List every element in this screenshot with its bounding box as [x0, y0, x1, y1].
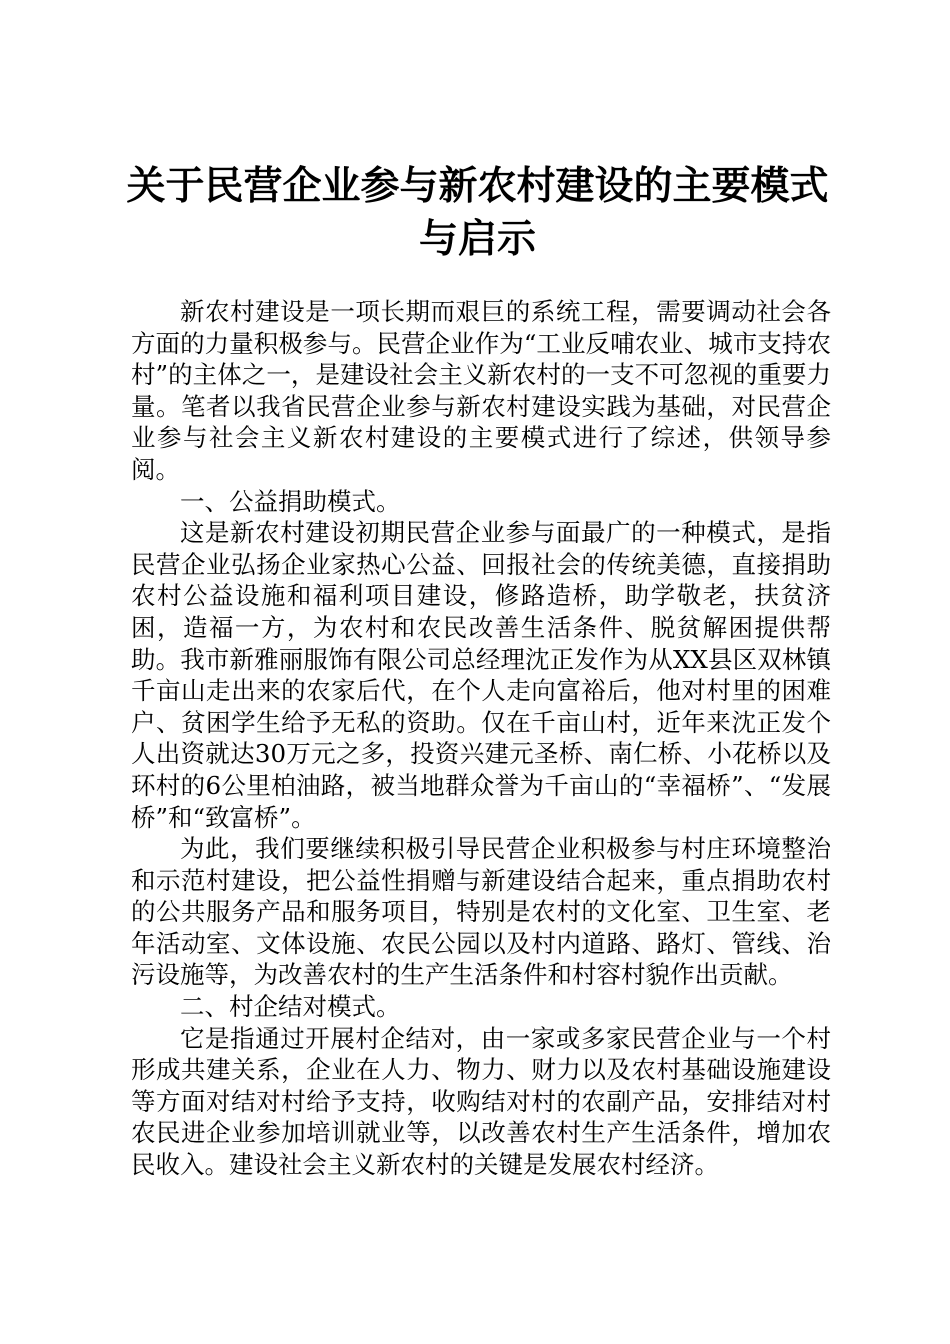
- village-enterprise-paragraph: 它是指通过开展村企结对，由一家或多家民营企业与一个村形成共建关系，企业在人力、物力、财力以及农村基础设施建设等方面对结对村给予支持，收购结对村的农副产品，安排结对村农民进企业参加培训就业等，以改善农村生产生活条件，增加农民收入。建设社会主义新农村的关键是发展农村经济。: [131, 1023, 831, 1180]
- charity-guidance-paragraph: 为此，我们要继续积极引导民营企业积极参与村庄环境整治和示范村建设，把公益性捐赠与新建设结合起来，重点捐助农村的公共服务产品和服务项目，特别是农村的文化室、卫生室、老年活动室、文体设施、农民公园以及村内道路、路灯、管线、治污设施等，为改善农村的生产生活条件和村容村貌作出贡献。: [131, 834, 831, 990]
- document-title: 关于民营企业参与新农村建设的主要模式与启示: [126, 164, 829, 262]
- charity-paragraph: 这是新农村建设初期民营企业参与面最广的一种模式，是指民营企业弘扬企业家热心公益、回报社会的传统美德，直接捐助农村公益设施和福利项目建设，修路造桥，助学敬老，扶贫济困，造福一方，为农村和农民改善生活条件、脱贫解困提供帮助。我市新雅丽服饰有限公司总经理沈正发作为从XX县区双林镇千亩山走出来的农家后代，在个人走向富裕后，他对村里的困难户、贫困学生给予无私的资助。仅在千亩山村，近年来沈正发个人出资就达30万元之多，投资兴建元圣桥、南仁桥、小花桥以及环村的6公里柏油路，被当地群众誉为千亩山的“幸福桥”、“发展桥”和“致富桥”。: [131, 518, 831, 832]
- section-heading-village-enterprise: 二、村企结对模式。: [180, 992, 401, 1022]
- document-body: [131, 296, 831, 1181]
- intro-paragraph: 新农村建设是一项长期而艰巨的系统工程，需要调动社会各方面的力量积极参与。民营企业作为“工业反哺农业、城市支持农村”的主体之一，是建设社会主义新农村的一支不可忽视的重要力量。笔者以我省民营企业参与新农村建设实践为基础，对民营企业参与社会主义新农村建设的主要模式进行了综述，供领导参阅。: [131, 297, 831, 484]
- section-heading-charity: 一、公益捐助模式。: [180, 486, 401, 516]
